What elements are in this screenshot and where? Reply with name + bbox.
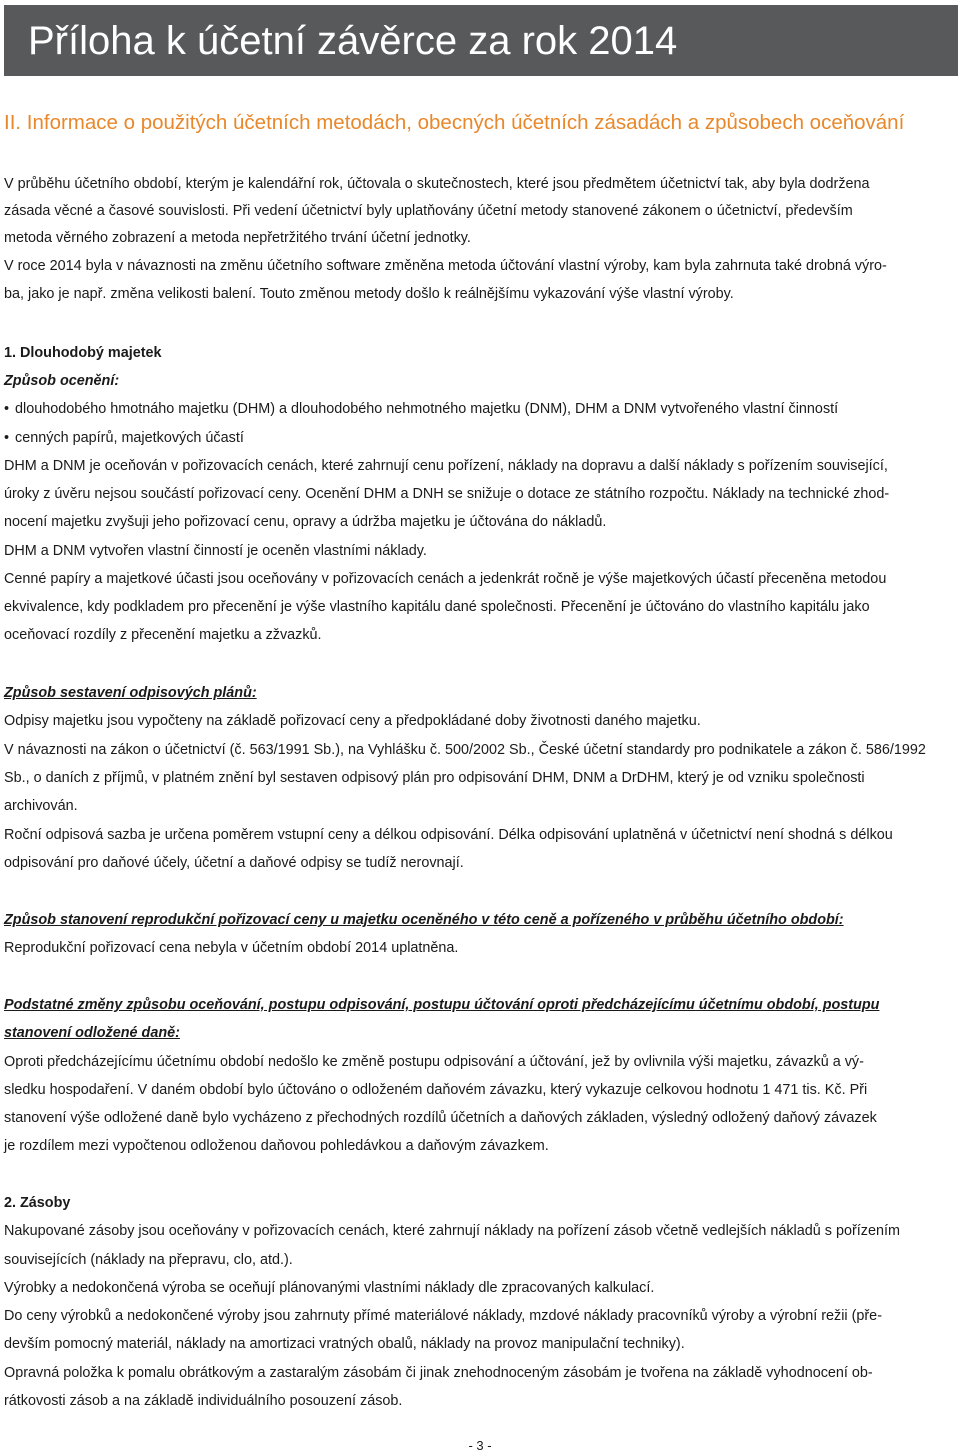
section-2-heading: 2. Zásoby	[4, 1195, 71, 1211]
odpis-heading: Způsob sestavení odpisových plánů:	[4, 685, 257, 701]
paragraph-line: V návaznosti na zákon o účetnictví (č. 563/1991 Sb.), na Vyhlášku č. 500/2002 Sb., České účetní standardy pro podnikatele a zákon č. 586/1992	[4, 742, 926, 758]
paragraph-line: devším pomocný materiál, náklady na amortizaci vratných obalů, náklady na provoz manipulační techniky).	[4, 1336, 685, 1352]
intro-line: metoda věrného zobrazení a metoda nepřetržitého trvání účetní jednotky.	[4, 230, 471, 246]
paragraph-line: Sb., o daních z příjmů, v platném znění byl sestaven odpisový plán pro odpisování DHM, DNM a DrDHM, který je od vzniku společnosti	[4, 770, 865, 786]
intro-line: ba, jako je např. změna velikosti balení. Touto změnou metody došlo k reálnějšímu vykazování výše vlastní výroby.	[4, 286, 734, 302]
paragraph-line: archivován.	[4, 798, 78, 814]
zmeny-heading: Podstatné změny způsobu oceňování, postupu odpisování, postupu účtování oproti předcházejícímu účetnímu období, postupu	[4, 997, 880, 1013]
repro-heading: Způsob stanovení reprodukční pořizovací ceny u majetku oceněného v této ceně a pořízeného v průběhu účetního období:	[4, 912, 844, 928]
paragraph-line: Do ceny výrobků a nedokončené výroby jsou zahrnuty přímé materiálové náklady, mzdové náklady pracovníků výroby a výrobní režii (pře-	[4, 1308, 882, 1324]
paragraph-line: Odpisy majetku jsou vypočteny na základě pořizovací ceny a předpokládané doby životnosti daného majetku.	[4, 713, 701, 729]
page-title: Příloha k účetní závěrce za rok 2014	[28, 19, 678, 63]
paragraph-line: DHM a DNM vytvořen vlastní činností je oceněn vlastními náklady.	[4, 543, 427, 559]
paragraph-line: Cenné papíry a majetkové účasti jsou oceňovány v pořizovacích cenách a jedenkrát ročně je výše majetkových účastí přeceněna metodou	[4, 571, 887, 587]
bullet-item: • dlouhodobého hmotnáho majetku (DHM) a dlouhodobého nehmotného majetku (DNM), DHM a DNM vytvořeného vlastní činností	[4, 399, 838, 419]
title-bar	[4, 5, 958, 76]
intro-line: V průběhu účetního období, kterým je kalendářní rok, účtovala o skutečnostech, které jsou předmětem účetnictví tak, aby byla dodržena	[4, 176, 870, 192]
paragraph-line: Výrobky a nedokončená výroba se oceňují plánovanými vlastními náklady dle zpracovaných kalkulací.	[4, 1280, 655, 1296]
section-1-subheading: Způsob ocenění:	[4, 373, 120, 389]
intro-line: zásada věcné a časové souvislosti. Při vedení účetnictví byly uplatňovány účetní metody stanovené zákonem o účetnictví, především	[4, 203, 853, 219]
paragraph-line: Roční odpisová sazba je určena poměrem vstupní ceny a délkou odpisování. Délka odpisování uplatněná v účetnictví není shodná s délkou	[4, 827, 893, 843]
paragraph-line: sledku hospodaření. V daném období bylo účtováno o odloženém daňovém závazku, který vykazuje celkovou hodnotu 1 471 tis. Kč. Při	[4, 1082, 868, 1098]
paragraph-line: DHM a DNM je oceňován v pořizovacích cenách, které zahrnují cenu pořízení, náklady na dopravu a další náklady s pořízením související,	[4, 458, 888, 474]
section-heading: II. Informace o použitých účetních metodách, obecných účetních zásadách a způsobech oceňování	[4, 111, 905, 134]
section-1-heading: 1. Dlouhodobý majetek	[4, 345, 162, 361]
paragraph-line: odpisování pro daňové účely, účetní a daňové odpisy se tudíž nerovnají.	[4, 855, 464, 871]
paragraph-line: Nakupované zásoby jsou oceňovány v pořizovacích cenách, které zahrnují náklady na pořízení zásob včetně vedlejších nákladů s pořízením	[4, 1223, 900, 1239]
paragraph-line: je rozdílem mezi vypočtenou odloženou daňovou pohledávkou a daňovým závazkem.	[4, 1138, 549, 1154]
paragraph-line: oceňovací rozdíly z přecenění majetku a zžvazků.	[4, 627, 322, 643]
paragraph-line: ekvivalence, kdy podkladem pro přecenění je výše vlastního kapitálu dané společnosti. Přecenění je účtováno do vlastního kapitálu jako	[4, 599, 870, 615]
bullet-item: • cenných papírů, majetkových účastí	[4, 428, 244, 448]
page-number: - 3 -	[468, 1438, 492, 1453]
paragraph-line: rátkovosti zásob a na základě individuálního posouzení zásob.	[4, 1393, 403, 1409]
paragraph-line: nocení majetku zvyšuji jeho pořizovací cenu, opravy a údržba majetku je účtována do nákladů.	[4, 514, 607, 530]
paragraph-line: stanovení výše odložené daně bylo vycházeno z přechodných rozdílů účetních a daňových základen, výsledný odložený daňový závazek	[4, 1110, 877, 1126]
paragraph-line: souvisejících (náklady na přepravu, clo, atd.).	[4, 1252, 293, 1268]
paragraph-line: Opravná položka k pomalu obrátkovým a zastaralým zásobám či jinak znehodnoceným zásobám je tvořena na základě vyhodnocení ob-	[4, 1365, 873, 1381]
paragraph-line: úroky z úvěru nejsou součástí pořizovací ceny. Ocenění DHM a DNH se snižuje o dotace ze státního rozpočtu. Náklady na technické zhod-	[4, 486, 890, 502]
zmeny-heading: stanovení odložené daně:	[4, 1025, 180, 1041]
intro-line: V roce 2014 byla v návaznosti na změnu účetního software změněna metoda účtování vlastní výroby, kam byla zahrnuta také drobná výro-	[4, 258, 887, 274]
paragraph-line: Oproti předcházejícímu účetnímu období nedošlo ke změně postupu odpisování a účtování, jež by ovlivnila výši majetku, závazků a vý-	[4, 1054, 864, 1070]
paragraph-line: Reprodukční pořizovací cena nebyla v účetním období 2014 uplatněna.	[4, 940, 459, 956]
